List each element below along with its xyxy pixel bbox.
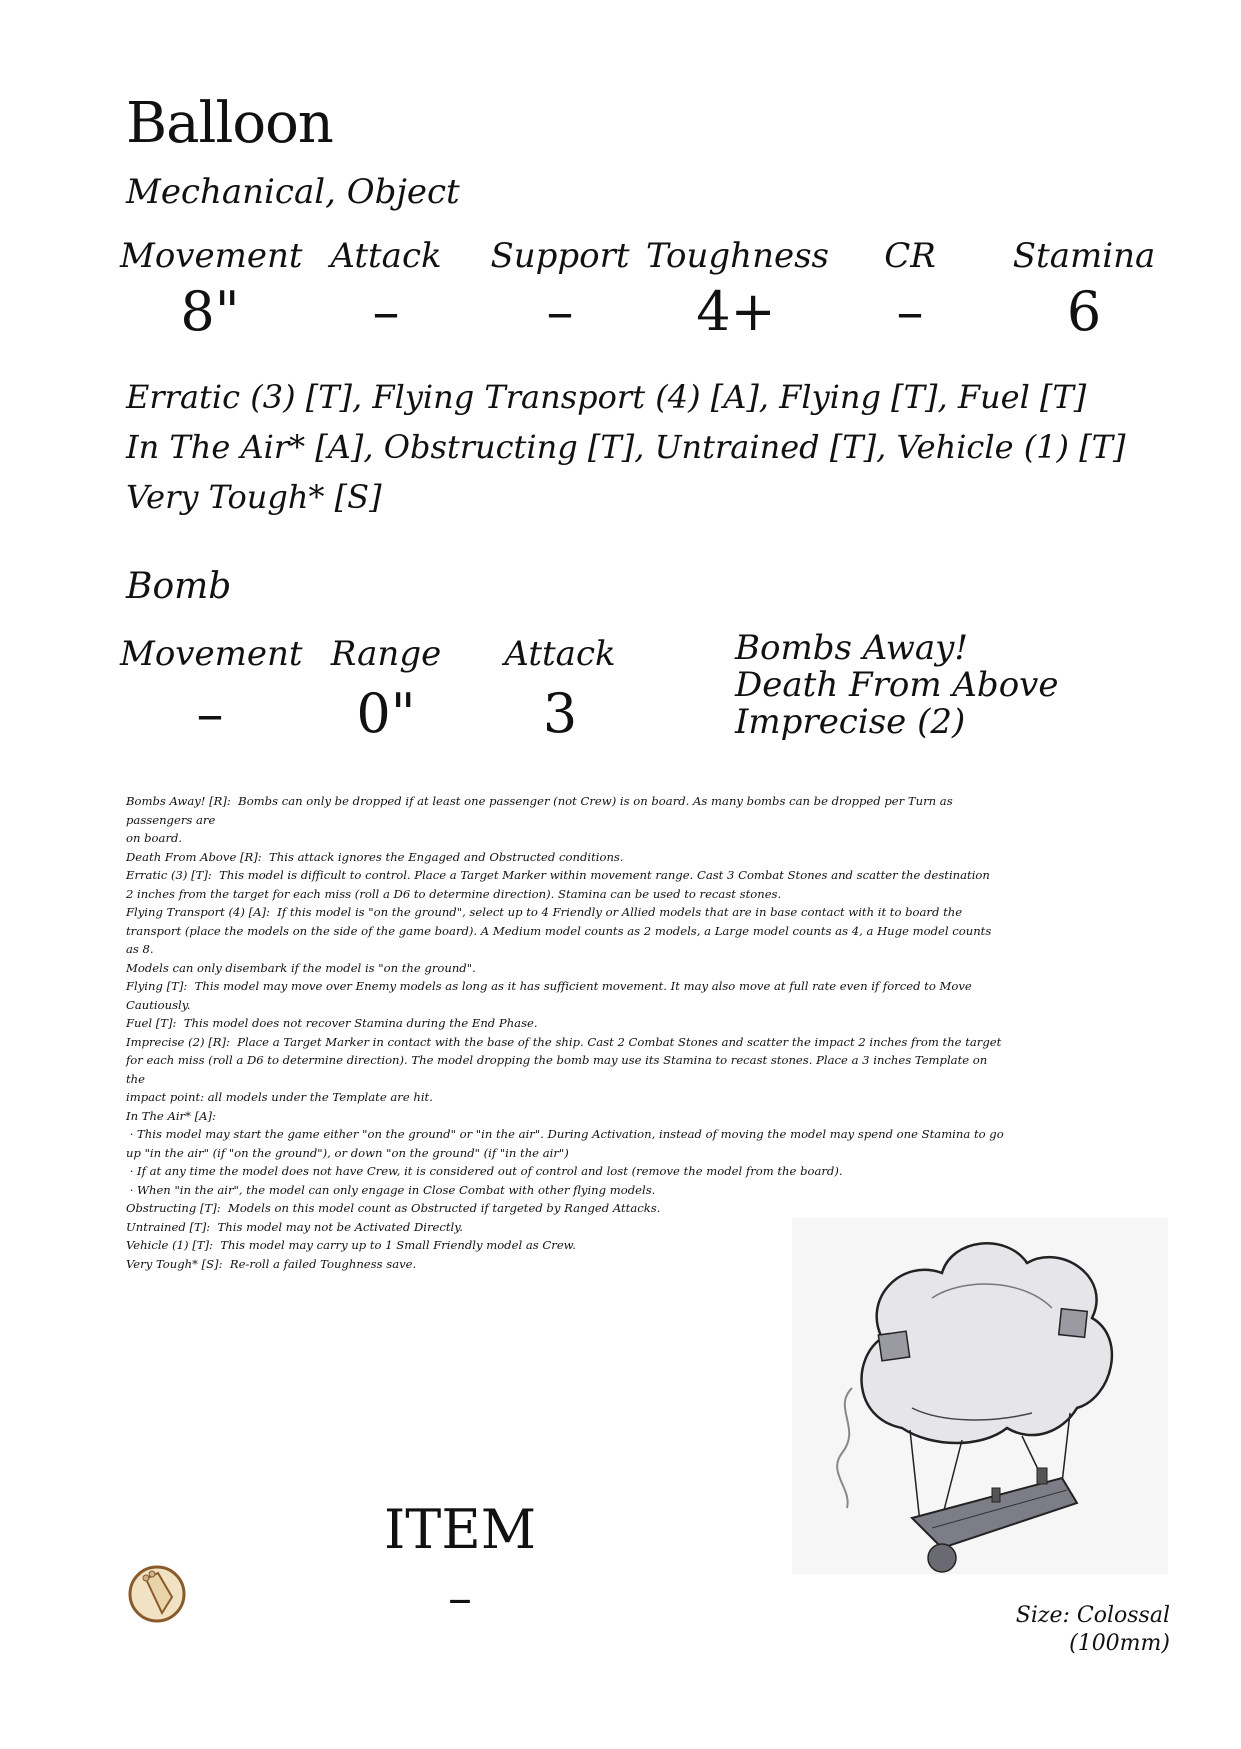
rules-line: on board.: [126, 831, 183, 845]
rules-line: impact point: all models under the Template are hit.: [126, 1090, 433, 1104]
weapon-label-movement: Movement: [120, 634, 303, 674]
weapon-label-attack: Attack: [504, 634, 616, 674]
weapon-rule: Imprecise (2): [735, 702, 966, 742]
stat-value-toughness: 4+: [696, 280, 776, 343]
rules-line: for each miss (roll a D6 to determine direction). The model dropping the bomb may use its Stamina to recast stones. Place a 3 inches Template on the: [126, 1053, 991, 1086]
rules-line: Flying Transport (4) [A]: If this model is "on the ground", select up to 4 Friendly or Allied models that are in base contact with it to board the: [126, 905, 963, 919]
rules-line: Imprecise (2) [R]: Place a Target Marker in contact with the base of the ship. Cast 2 Combat Stones and scatter the impact 2 inches from the target: [126, 1034, 1002, 1049]
stat-value-cr: –: [896, 280, 924, 343]
rules-line: · This model may start the game either "on the ground" or "in the air". During Activation, instead of moving the model may spend one Stamina to go: [126, 1127, 1004, 1141]
weapon-value-movement: –: [196, 682, 224, 745]
rules-line: Obstructing [T]: Models on this model count as Obstructed if targeted by Ranged Attacks.: [126, 1201, 661, 1215]
hand-emblem-icon: [126, 1561, 188, 1623]
card-title: Balloon: [126, 91, 333, 156]
rules-line: up "in the air" (if "on the ground"), or down "on the ground" (if "in the air"): [126, 1145, 569, 1160]
card-types: Mechanical, Object: [126, 172, 460, 212]
weapon-rules: [735, 630, 1059, 741]
stat-label-toughness: Toughness: [646, 236, 829, 276]
weapon-value-attack: 3: [542, 682, 578, 745]
rules-line: 2 inches from the target for each miss (roll a D6 to determine direction). Stamina can be used to recast stones.: [126, 886, 782, 901]
rules-line: Very Tough* [S]: Re-roll a failed Toughness save.: [126, 1256, 417, 1271]
rules-line: Vehicle (1) [T]: This model may carry up to 1 Small Friendly model as Crew.: [126, 1238, 576, 1252]
rules-line: Models can only disembark if the model is "on the ground".: [126, 960, 476, 975]
stat-value-attack: –: [372, 280, 400, 343]
rules-line: Cautiously.: [126, 997, 191, 1012]
stat-label-cr: CR: [884, 236, 936, 276]
weapon-rule: Bombs Away!: [735, 628, 968, 668]
weapon-value-range: 0": [356, 682, 416, 745]
rules-line: · When "in the air", the model can only engage in Close Combat with other flying models.: [126, 1182, 656, 1197]
stat-label-stamina: Stamina: [1012, 236, 1156, 276]
rules-line: Flying [T]: This model may move over Enemy models as long as it has sufficient movement. It may also move at full rate even if forced to Move: [126, 979, 972, 993]
item-label: ITEM: [383, 1498, 537, 1561]
weapon-name: Bomb: [126, 566, 232, 607]
item-value: –: [448, 1570, 472, 1626]
traits-line: Erratic (3) [T], Flying Transport (4) [A], Flying [T], Fuel [T]: [126, 378, 1087, 416]
stat-label-movement: Movement: [120, 236, 303, 276]
traits-line: Very Tough* [S]: [126, 478, 382, 516]
weapon-rule: Death From Above: [735, 665, 1059, 705]
stat-label-attack: Attack: [330, 236, 442, 276]
balloon-illustration: [792, 1218, 1168, 1574]
traits-block: [126, 372, 1126, 522]
stat-label-support: Support: [490, 236, 630, 276]
weapon-label-range: Range: [330, 634, 442, 674]
rules-line: Death From Above [R]: This attack ignores the Engaged and Obstructed conditions.: [126, 849, 624, 864]
rules-line: transport (place the models on the side of the game board). A Medium model counts as 2 models, a Large model counts as 4, a Huge model counts as 8.: [126, 923, 995, 956]
rules-line: Untrained [T]: This model may not be Activated Directly.: [126, 1219, 463, 1234]
rules-text: [126, 792, 1006, 1273]
stat-value-stamina: 6: [1066, 280, 1102, 343]
stat-value-movement: 8": [180, 280, 240, 343]
rules-line: Fuel [T]: This model does not recover Stamina during the End Phase.: [126, 1016, 538, 1030]
base-size: Size: Colossal (100mm): [1015, 1603, 1170, 1656]
rules-line: Erratic (3) [T]: This model is difficult to control. Place a Target Marker within movement range. Cast 3 Combat Stones and scatter the destination: [126, 868, 990, 882]
traits-line: In The Air* [A], Obstructing [T], Untrained [T], Vehicle (1) [T]: [126, 428, 1126, 466]
stat-value-support: –: [546, 280, 574, 343]
rules-line: · If at any time the model does not have Crew, it is considered out of control and lost (remove the model from the board).: [126, 1164, 843, 1178]
rules-line: In The Air* [A]:: [126, 1108, 216, 1123]
rules-line: Bombs Away! [R]: Bombs can only be dropped if at least one passenger (not Crew) is on board. As many bombs can be dropped per Turn as passengers are: [126, 794, 957, 827]
